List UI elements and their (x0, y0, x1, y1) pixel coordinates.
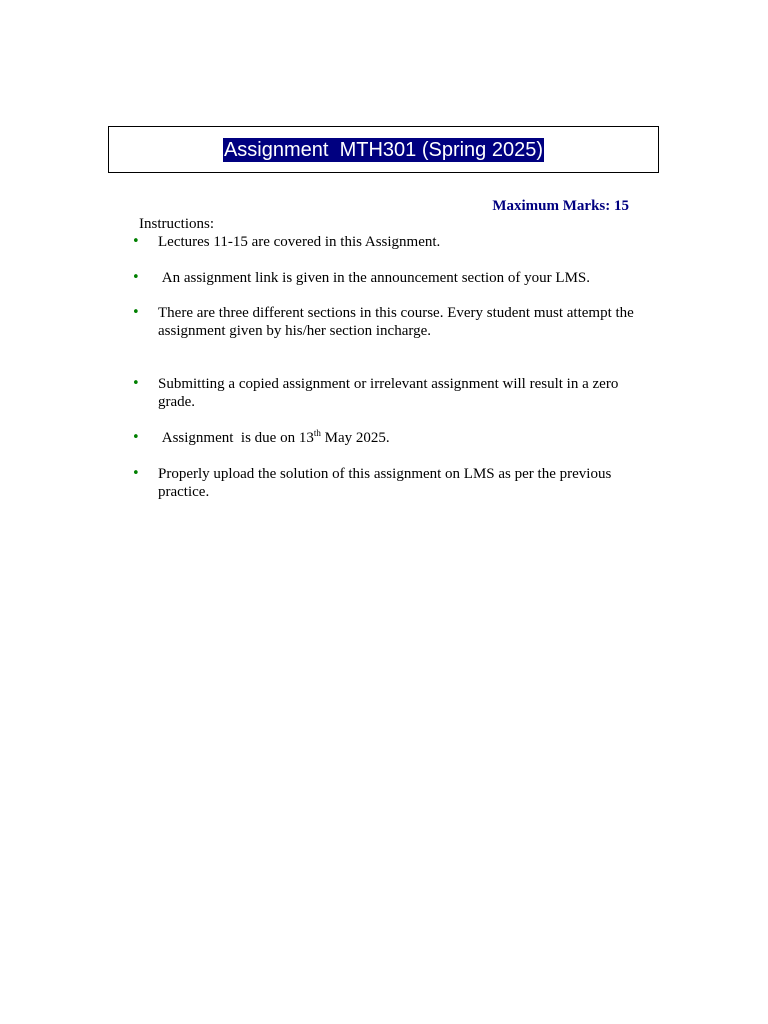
bullet-icon: • (132, 270, 140, 285)
bullet-icon: • (132, 466, 140, 481)
list-item-text: Submitting a copied assignment or irrelevant assignment will result in a zero grade. (158, 376, 623, 410)
due-date-text-after: May 2025. (320, 430, 390, 446)
bullet-icon: • (132, 430, 140, 445)
superscript-th: th (313, 428, 321, 438)
bullet-icon: • (132, 305, 140, 320)
title-box (108, 126, 659, 173)
list-item-text: Properly upload the solution of this assignment on LMS as per the previous practice. (158, 466, 616, 500)
bullet-icon: • (132, 376, 140, 391)
list-item-text: There are three different sections in this course. Every student must attempt the assignment given by his/her section incharge. (158, 305, 638, 339)
due-date-text-before: Assignment is due on 13 (158, 430, 314, 446)
list-item-text (158, 429, 648, 447)
maximum-marks: Maximum Marks: 15 (492, 198, 629, 214)
list-item-text: Lectures 11-15 are covered in this Assignment. (158, 234, 441, 250)
list-item-text: An assignment link is given in the announcement section of your LMS. (158, 270, 591, 286)
instructions-label: Instructions: (139, 216, 214, 232)
bullet-icon: • (132, 234, 140, 249)
assignment-title: Assignment MTH301 (Spring 2025) (223, 138, 544, 161)
